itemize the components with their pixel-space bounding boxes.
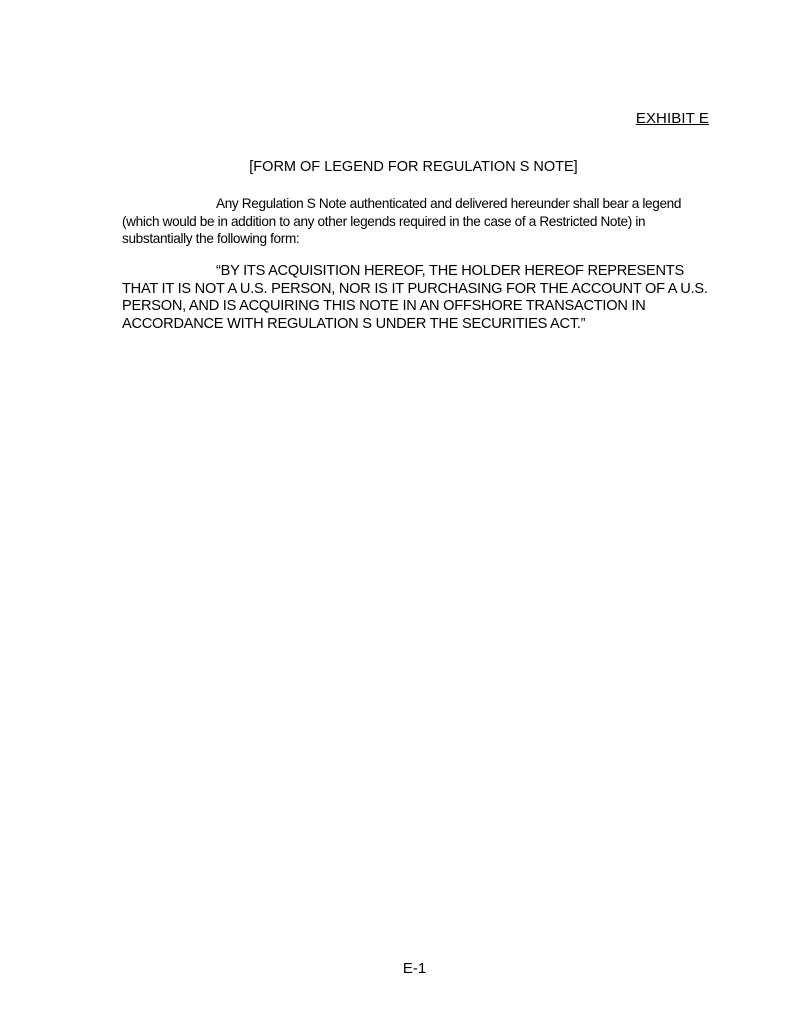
page-number: E-1: [402, 960, 427, 977]
legend-title: [FORM OF LEGEND FOR REGULATION S NOTE]: [249, 159, 578, 175]
legend-paragraph-text: “BY ITS ACQUISITION HEREOF, THE HOLDER HEREOF REPRESENTS THAT IT IS NOT A U.S. PERSON, NOR IS IT PURCHASING FOR THE ACCOUNT OF A U.S. PERSON, AND IS ACQUIRING THIS NOTE IN AN OFFSHORE TRANSACTION IN ACCORDANCE WITH REGULATION S UNDER THE SECURITIES ACT.”: [122, 263, 708, 332]
exhibit-heading: EXHIBIT E: [635, 110, 709, 127]
legend-paragraph: [122, 263, 710, 333]
intro-paragraph-text: Any Regulation S Note authenticated and delivered hereunder shall bear a legend (which would be in addition to any other legends required in the case of a Restricted Note) in substantially the following form:: [122, 196, 682, 246]
intro-paragraph: [122, 195, 710, 248]
